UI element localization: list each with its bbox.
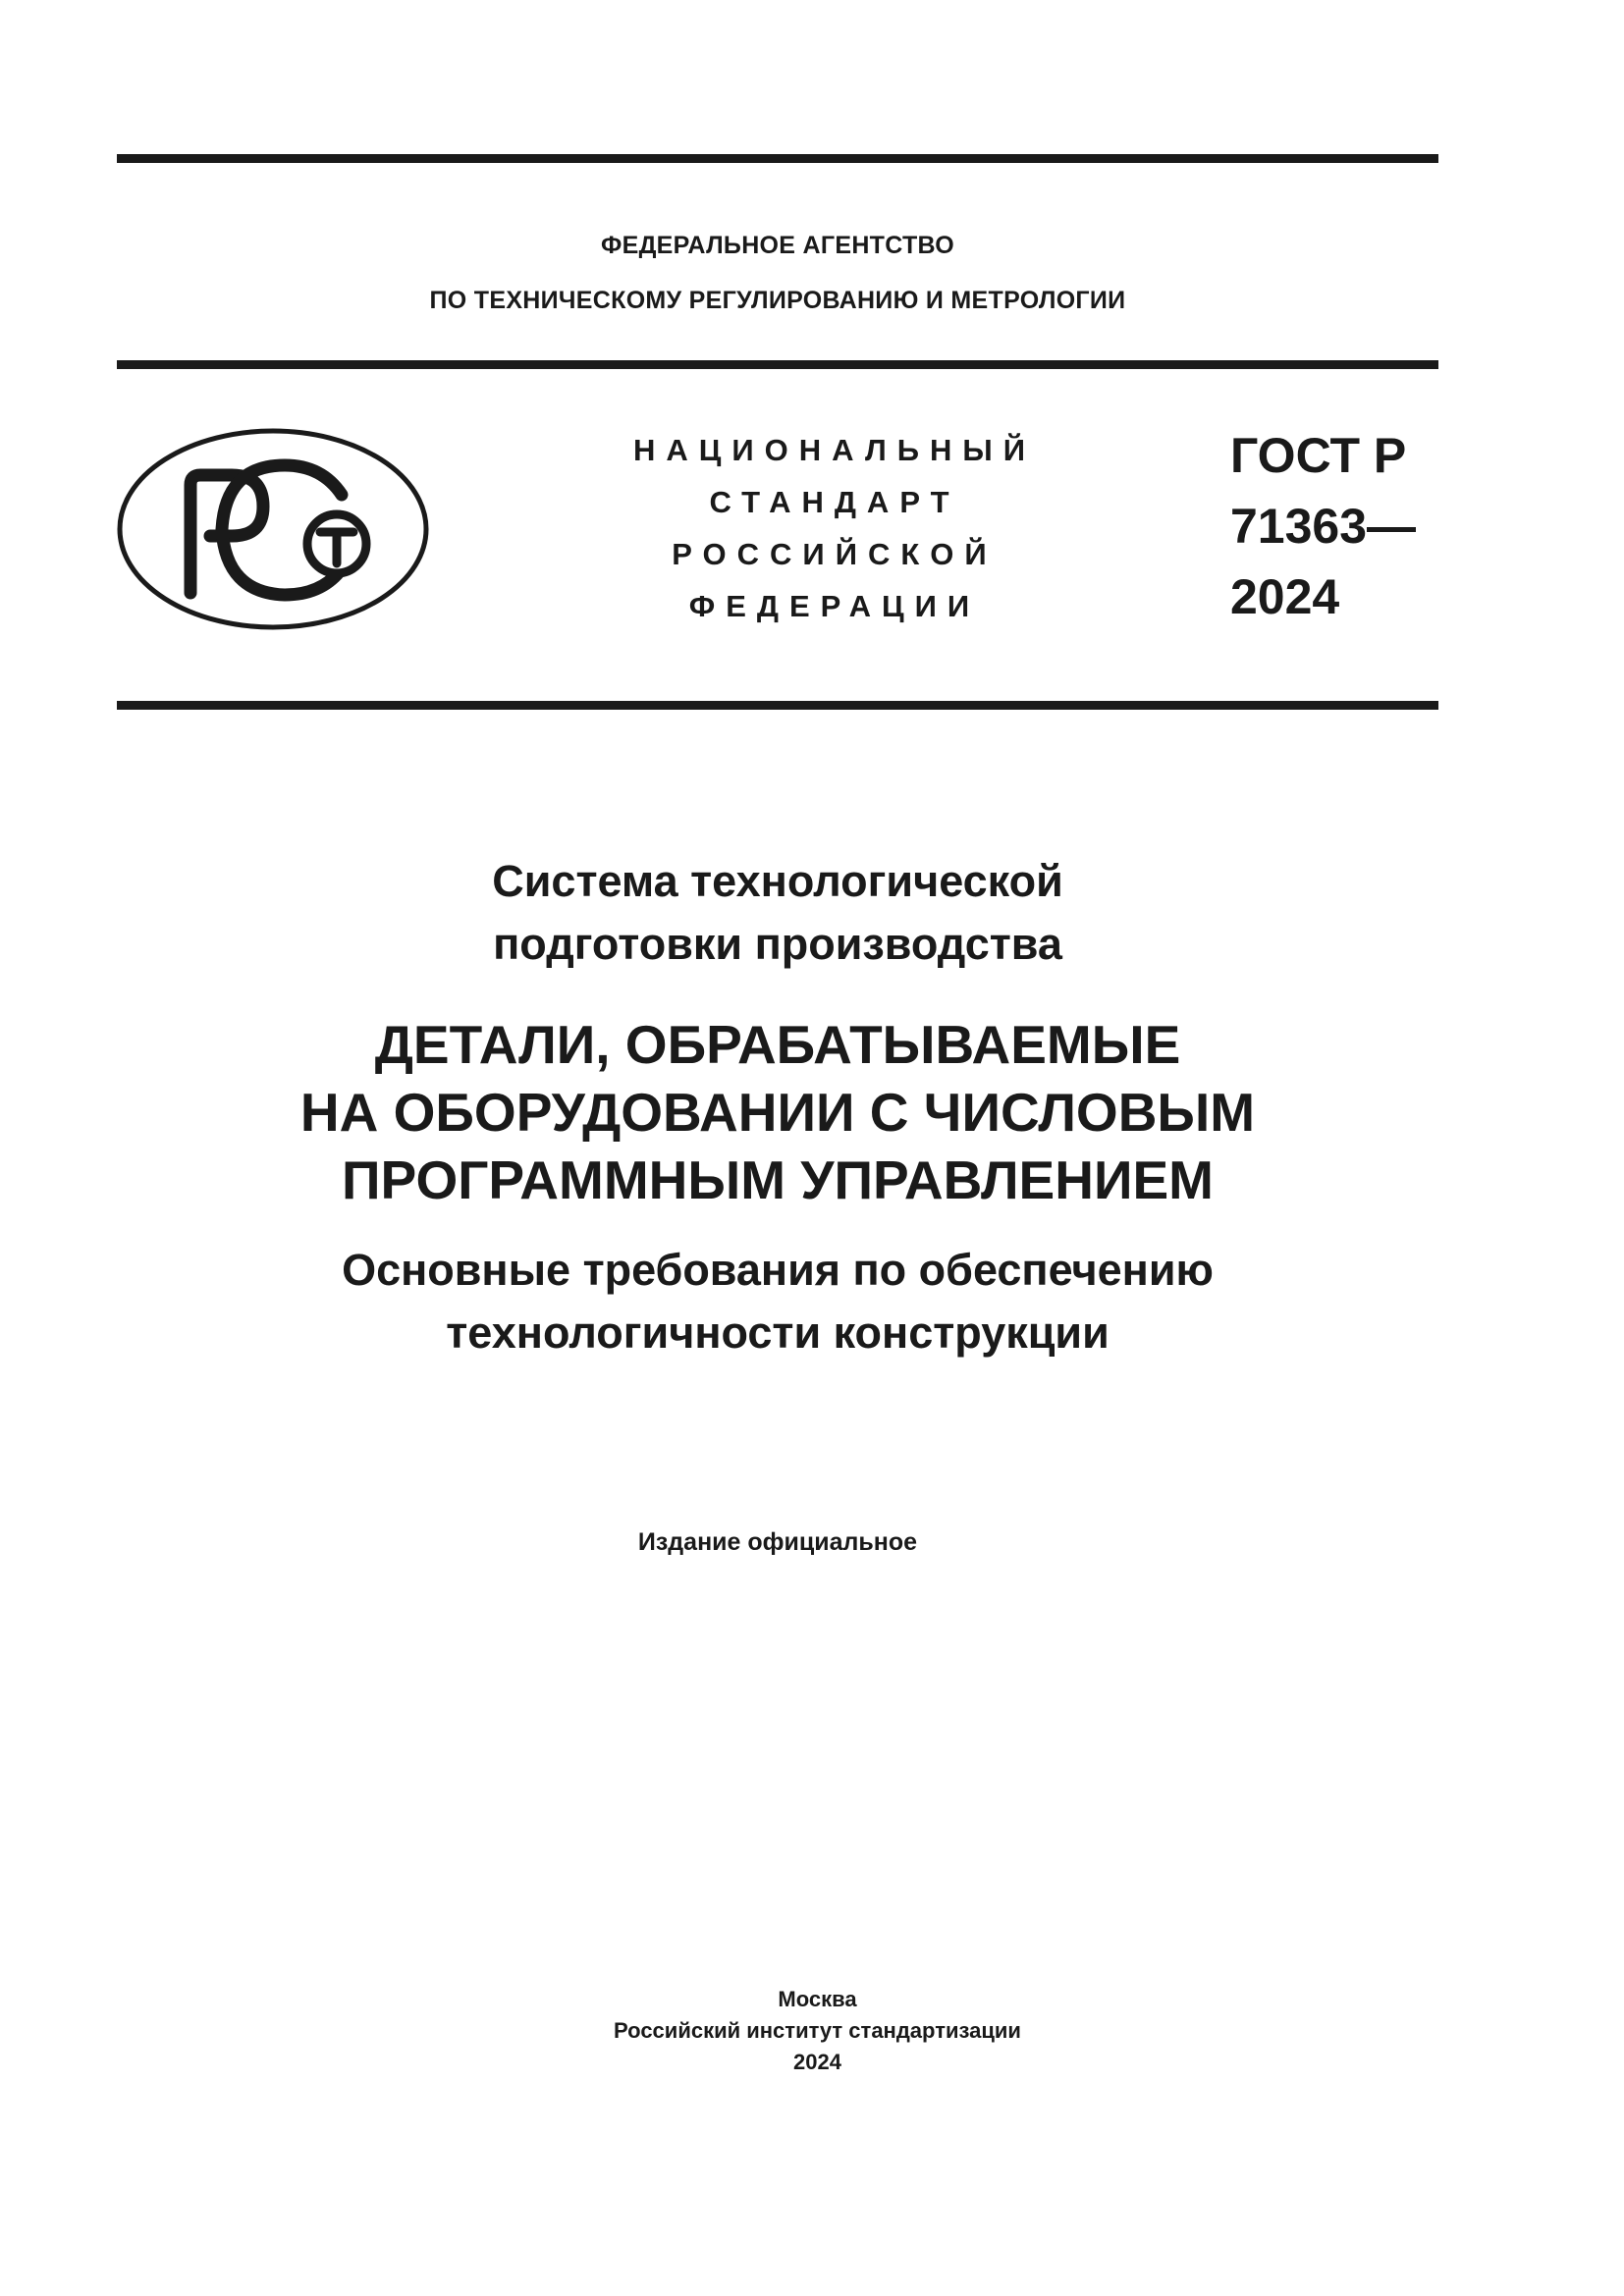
middle-rule bbox=[117, 360, 1438, 369]
main-title-line-3: ПРОГРАММНЫМ УПРАВЛЕНИЕМ bbox=[341, 1149, 1214, 1210]
national-standard-line-4: ФЕДЕРАЦИИ bbox=[688, 589, 981, 623]
designation-line-3: 2024 bbox=[1230, 569, 1340, 624]
main-title-line-1: ДЕТАЛИ, ОБРАБАТЫВАЕМЫЕ bbox=[374, 1014, 1181, 1075]
bottom-rule bbox=[117, 701, 1438, 710]
main-title bbox=[117, 1011, 1438, 1214]
standard-designation bbox=[1230, 420, 1416, 632]
national-standard-line-3: РОССИЙСКОЙ bbox=[672, 537, 998, 571]
agency-line-2: ПО ТЕХНИЧЕСКОМУ РЕГУЛИРОВАНИЮ И МЕТРОЛОГИИ bbox=[429, 287, 1126, 314]
series-title bbox=[117, 850, 1438, 976]
designation-line-2: 71363— bbox=[1230, 499, 1417, 554]
imprint-city: Москва bbox=[778, 1987, 857, 2011]
top-rule bbox=[117, 154, 1438, 163]
edition-note: Издание официальное bbox=[637, 1528, 918, 1556]
subtitle-line-2: технологичности конструкции bbox=[446, 1308, 1110, 1358]
national-standard-label bbox=[589, 424, 1080, 632]
imprint-year: 2024 bbox=[793, 2050, 841, 2074]
designation-line-1: ГОСТ Р bbox=[1230, 428, 1407, 483]
national-standard-line-1: НАЦИОНАЛЬНЫЙ bbox=[632, 433, 1037, 467]
subtitle-line-1: Основные требования по обеспечению bbox=[342, 1245, 1214, 1295]
national-standard-line-2: СТАНДАРТ bbox=[709, 485, 960, 519]
rst-certification-mark-icon bbox=[116, 426, 430, 632]
series-title-line-1: Система технологической bbox=[492, 856, 1063, 906]
series-title-line-2: подготовки производства bbox=[493, 919, 1062, 969]
agency-name bbox=[117, 218, 1438, 328]
imprint bbox=[117, 1984, 1518, 2078]
subtitle bbox=[117, 1239, 1438, 1364]
agency-line-1: ФЕДЕРАЛЬНОЕ АГЕНТСТВО bbox=[600, 232, 955, 259]
imprint-publisher: Российский институт стандартизации bbox=[614, 2018, 1021, 2043]
main-title-line-2: НА ОБОРУДОВАНИИ С ЧИСЛОВЫМ bbox=[299, 1082, 1256, 1143]
